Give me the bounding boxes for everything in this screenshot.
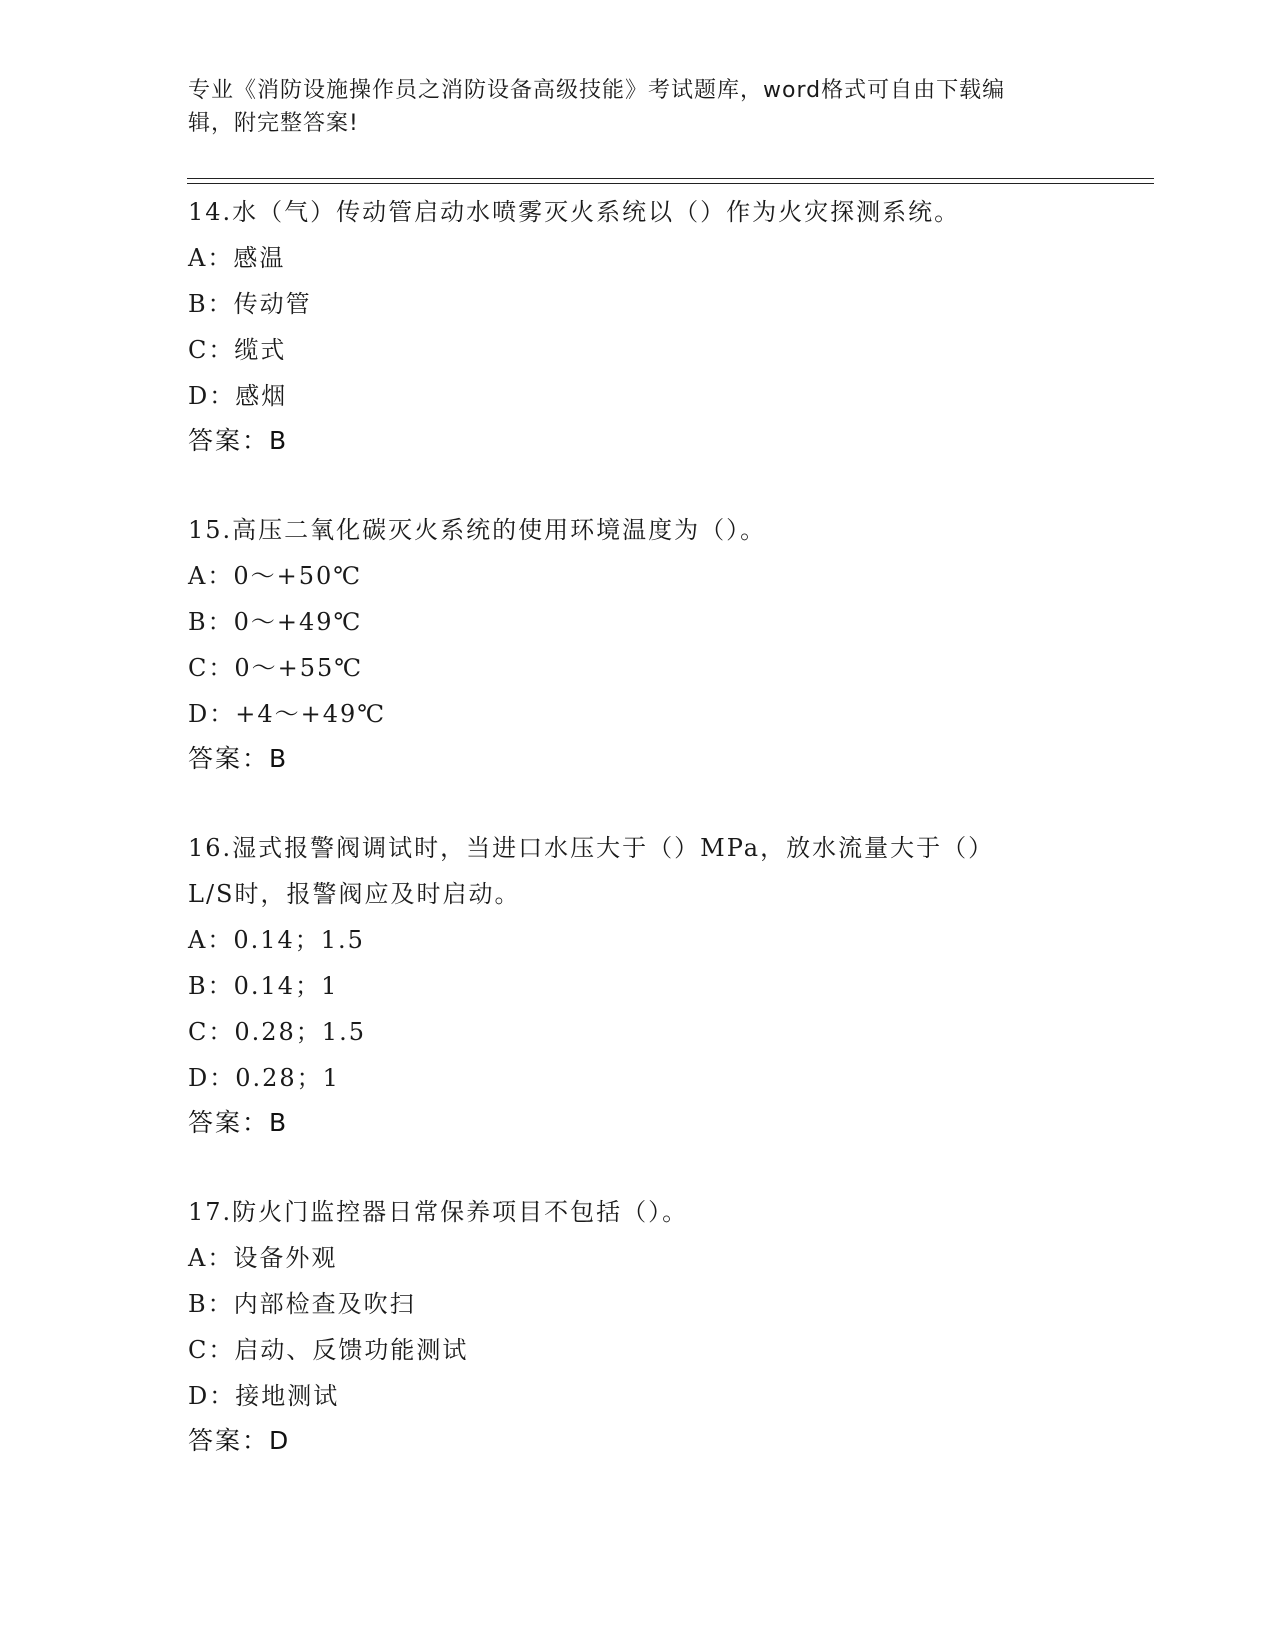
- option-b: B：0.14；1: [188, 972, 339, 1000]
- stem-line: 17.防火门监控器日常保养项目不包括（）。: [188, 1198, 689, 1226]
- stem-line: L/S时，报警阀应及时启动。: [188, 880, 521, 908]
- header-divider-bottom: [187, 183, 1154, 184]
- answer-line: 答案：B: [188, 1108, 289, 1137]
- question-16: [188, 825, 1088, 1145]
- question-list: [188, 189, 1088, 1507]
- option-d: D：接地测试: [188, 1382, 340, 1410]
- answer-line: 答案：D: [188, 1426, 291, 1455]
- option-c: C：缆式: [188, 336, 287, 364]
- header-line-1: 专业《消防设施操作员之消防设备高级技能》考试题库，word格式可自由下载编: [188, 78, 1006, 103]
- question-17: [188, 1189, 1088, 1463]
- option-a: A：感温: [188, 244, 286, 272]
- question-14: [188, 189, 1088, 463]
- option-c: C：0～+55℃: [188, 654, 364, 682]
- option-b: B：内部检查及吹扫: [188, 1290, 416, 1318]
- option-b: B：传动管: [188, 290, 312, 318]
- option-d: D：0.28；1: [188, 1064, 340, 1092]
- stem-line: 14.水（气）传动管启动水喷雾灭火系统以（）作为火灾探测系统。: [188, 198, 961, 226]
- option-d: D：+4～+49℃: [188, 700, 387, 728]
- question-stem: [188, 507, 1088, 553]
- question-stem: [188, 825, 1088, 917]
- header-line-2: 辑，附完整答案!: [188, 111, 359, 136]
- option-d: D：感烟: [188, 382, 288, 410]
- option-a: A：0.14；1.5: [188, 926, 365, 954]
- question-15: [188, 507, 1088, 781]
- option-c: C：启动、反馈功能测试: [188, 1336, 469, 1364]
- stem-line: 15.高压二氧化碳灭火系统的使用环境温度为（）。: [188, 516, 767, 544]
- option-c: C：0.28；1.5: [188, 1018, 366, 1046]
- answer-line: 答案：B: [188, 744, 289, 773]
- question-stem: [188, 189, 1088, 235]
- question-stem: [188, 1189, 1088, 1235]
- option-a: A：0～+50℃: [188, 562, 363, 590]
- stem-line: 16.湿式报警阀调试时，当进口水压大于（）MPa，放水流量大于（）: [188, 834, 995, 862]
- header-divider-top: [187, 178, 1154, 179]
- document-header: [188, 74, 1068, 140]
- option-a: A：设备外观: [188, 1244, 338, 1272]
- answer-line: 答案：B: [188, 426, 289, 455]
- option-b: B：0～+49℃: [188, 608, 363, 636]
